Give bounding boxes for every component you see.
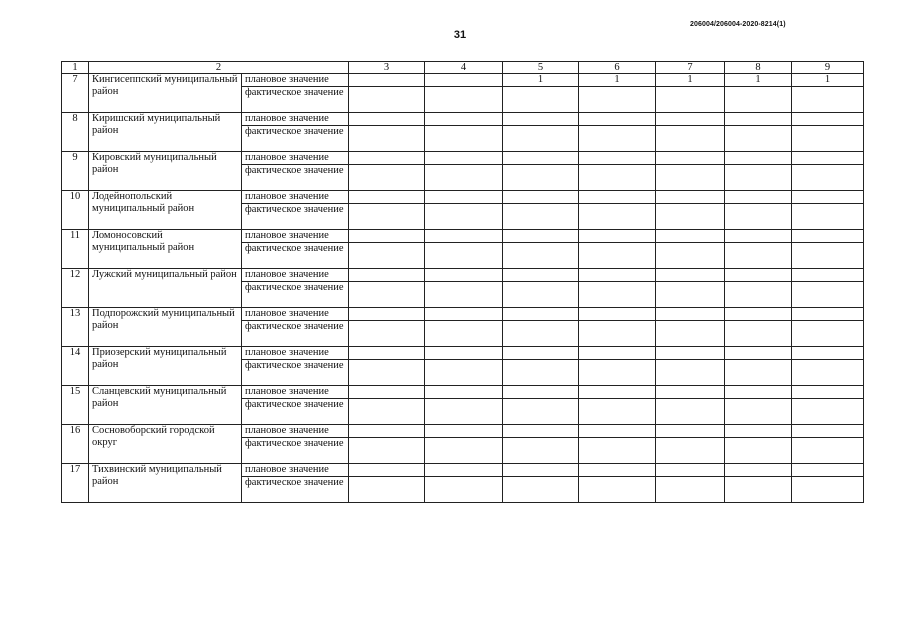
plan-value-cell [656, 464, 725, 477]
plan-value-cell [349, 464, 425, 477]
plan-value-cell [349, 230, 425, 243]
fact-value-cell [425, 477, 503, 503]
fact-value-cell [579, 165, 656, 191]
plan-value-cell [579, 386, 656, 399]
district-name: Приозерский муниципальный район [89, 347, 242, 386]
fact-value-cell [656, 204, 725, 230]
fact-value-cell [725, 243, 792, 269]
column-header: 8 [725, 62, 792, 74]
plan-value-cell [349, 74, 425, 87]
column-header: 4 [425, 62, 503, 74]
column-header: 9 [792, 62, 864, 74]
table-row [62, 347, 864, 360]
fact-value-cell [503, 360, 579, 386]
fact-value-cell [503, 165, 579, 191]
fact-value-cell [425, 321, 503, 347]
fact-value-cell [349, 321, 425, 347]
fact-value-cell [349, 438, 425, 464]
header-row [62, 62, 864, 74]
plan-value-cell [656, 386, 725, 399]
plan-value-cell [725, 464, 792, 477]
district-name: Лужский муниципальный район [89, 269, 242, 308]
plan-value-cell [656, 347, 725, 360]
plan-value-cell [725, 386, 792, 399]
fact-label: фактическое значение [242, 321, 349, 347]
fact-label: фактическое значение [242, 126, 349, 152]
fact-value-cell [656, 477, 725, 503]
fact-value-cell [425, 282, 503, 308]
table-row [62, 191, 864, 204]
fact-label: фактическое значение [242, 87, 349, 113]
fact-value-cell [725, 282, 792, 308]
plan-value-cell [503, 191, 579, 204]
fact-value-cell [656, 165, 725, 191]
plan-label: плановое значение [242, 386, 349, 399]
plan-value-cell [725, 191, 792, 204]
fact-value-cell [579, 282, 656, 308]
plan-value-cell [792, 386, 864, 399]
plan-value-cell [725, 269, 792, 282]
district-name: Сосновоборский городской округ [89, 425, 242, 464]
fact-value-cell [792, 438, 864, 464]
table-row [62, 230, 864, 243]
fact-value-cell [656, 243, 725, 269]
fact-value-cell [579, 243, 656, 269]
district-name: Сланцевский муниципальный район [89, 386, 242, 425]
fact-value-cell [725, 399, 792, 425]
table-row [62, 464, 864, 477]
fact-label: фактическое значение [242, 477, 349, 503]
row-number: 11 [62, 230, 89, 269]
plan-value-cell [349, 113, 425, 126]
plan-label: плановое значение [242, 425, 349, 438]
plan-value-cell [579, 191, 656, 204]
plan-value-cell [349, 191, 425, 204]
fact-value-cell [503, 399, 579, 425]
fact-value-cell [656, 438, 725, 464]
fact-label: фактическое значение [242, 438, 349, 464]
plan-value-cell [425, 347, 503, 360]
fact-value-cell [503, 243, 579, 269]
plan-value-cell [656, 191, 725, 204]
plan-value-cell [503, 464, 579, 477]
plan-value-cell [725, 347, 792, 360]
row-number: 15 [62, 386, 89, 425]
plan-value-cell [503, 269, 579, 282]
fact-value-cell [349, 243, 425, 269]
table-row [62, 425, 864, 438]
plan-label: плановое значение [242, 308, 349, 321]
plan-label: плановое значение [242, 230, 349, 243]
fact-value-cell [425, 165, 503, 191]
row-number: 7 [62, 74, 89, 113]
plan-value-cell [792, 425, 864, 438]
plan-value-cell: 1 [725, 74, 792, 87]
table-row [62, 74, 864, 87]
fact-value-cell [503, 438, 579, 464]
fact-value-cell [792, 360, 864, 386]
fact-value-cell [725, 204, 792, 230]
fact-label: фактическое значение [242, 399, 349, 425]
fact-value-cell [425, 87, 503, 113]
plan-value-cell [656, 425, 725, 438]
plan-label: плановое значение [242, 74, 349, 87]
plan-value-cell [725, 425, 792, 438]
plan-value-cell: 1 [579, 74, 656, 87]
plan-value-cell [579, 230, 656, 243]
fact-value-cell [656, 360, 725, 386]
fact-value-cell [656, 321, 725, 347]
fact-value-cell [792, 282, 864, 308]
plan-value-cell [725, 113, 792, 126]
fact-value-cell [579, 477, 656, 503]
plan-value-cell [503, 152, 579, 165]
plan-value-cell [579, 152, 656, 165]
fact-value-cell [349, 360, 425, 386]
fact-value-cell [503, 282, 579, 308]
table-row [62, 269, 864, 282]
plan-label: плановое значение [242, 191, 349, 204]
plan-label: плановое значение [242, 152, 349, 165]
plan-value-cell [425, 74, 503, 87]
fact-value-cell [503, 321, 579, 347]
plan-value-cell [725, 230, 792, 243]
fact-value-cell [656, 87, 725, 113]
plan-value-cell [503, 425, 579, 438]
fact-value-cell [725, 165, 792, 191]
fact-label: фактическое значение [242, 204, 349, 230]
fact-value-cell [425, 438, 503, 464]
row-number: 9 [62, 152, 89, 191]
fact-value-cell [725, 126, 792, 152]
fact-value-cell [792, 243, 864, 269]
fact-value-cell [725, 321, 792, 347]
table-row [62, 386, 864, 399]
fact-label: фактическое значение [242, 360, 349, 386]
plan-value-cell [725, 152, 792, 165]
fact-label: фактическое значение [242, 165, 349, 191]
fact-value-cell [792, 126, 864, 152]
data-table [61, 61, 864, 503]
fact-value-cell [425, 126, 503, 152]
plan-value-cell [503, 230, 579, 243]
fact-label: фактическое значение [242, 282, 349, 308]
plan-value-cell [425, 386, 503, 399]
fact-value-cell [579, 399, 656, 425]
plan-value-cell [503, 386, 579, 399]
fact-value-cell [349, 165, 425, 191]
column-header: 3 [349, 62, 425, 74]
row-number: 8 [62, 113, 89, 152]
plan-value-cell [425, 113, 503, 126]
fact-value-cell [579, 87, 656, 113]
district-name: Ломоносовский муниципальный район [89, 230, 242, 269]
district-name: Киришский муниципальный район [89, 113, 242, 152]
plan-value-cell [792, 464, 864, 477]
plan-value-cell [349, 425, 425, 438]
plan-value-cell [792, 230, 864, 243]
column-header: 1 [62, 62, 89, 74]
plan-value-cell [425, 269, 503, 282]
row-number: 17 [62, 464, 89, 503]
fact-value-cell [792, 165, 864, 191]
plan-value-cell [503, 113, 579, 126]
fact-value-cell [503, 204, 579, 230]
document-id: 206004/206004-2020-8214(1) [690, 21, 786, 28]
column-header: 6 [579, 62, 656, 74]
district-name: Лодейнопольский муниципальный район [89, 191, 242, 230]
plan-value-cell [725, 308, 792, 321]
plan-value-cell [656, 230, 725, 243]
table-row [62, 113, 864, 126]
table-body [62, 62, 864, 503]
column-header: 2 [89, 62, 349, 74]
fact-value-cell [725, 438, 792, 464]
table-row [62, 308, 864, 321]
fact-value-cell [349, 126, 425, 152]
fact-value-cell [503, 126, 579, 152]
plan-value-cell [656, 269, 725, 282]
fact-value-cell [792, 87, 864, 113]
fact-value-cell [579, 438, 656, 464]
table-row [62, 152, 864, 165]
plan-value-cell [425, 308, 503, 321]
plan-value-cell [579, 269, 656, 282]
fact-value-cell [349, 399, 425, 425]
plan-value-cell [425, 230, 503, 243]
plan-value-cell [792, 152, 864, 165]
plan-value-cell [349, 152, 425, 165]
fact-value-cell [349, 477, 425, 503]
fact-value-cell [579, 360, 656, 386]
fact-value-cell [792, 204, 864, 230]
fact-value-cell [349, 87, 425, 113]
plan-value-cell [579, 308, 656, 321]
fact-value-cell [725, 477, 792, 503]
fact-value-cell [725, 87, 792, 113]
fact-value-cell [349, 282, 425, 308]
fact-value-cell [579, 321, 656, 347]
plan-value-cell [503, 308, 579, 321]
plan-value-cell [349, 386, 425, 399]
plan-label: плановое значение [242, 113, 349, 126]
plan-label: плановое значение [242, 347, 349, 360]
page-number: 31 [453, 29, 467, 41]
plan-value-cell [792, 347, 864, 360]
district-name: Кировский муниципальный район [89, 152, 242, 191]
row-number: 16 [62, 425, 89, 464]
plan-value-cell [425, 425, 503, 438]
column-header: 7 [656, 62, 725, 74]
district-name: Тихвинский муниципальный район [89, 464, 242, 503]
plan-value-cell [656, 152, 725, 165]
plan-value-cell: 1 [656, 74, 725, 87]
row-number: 10 [62, 191, 89, 230]
plan-value-cell [792, 191, 864, 204]
plan-value-cell [656, 113, 725, 126]
plan-value-cell [425, 152, 503, 165]
fact-value-cell [425, 360, 503, 386]
plan-value-cell: 1 [792, 74, 864, 87]
fact-value-cell [349, 204, 425, 230]
plan-value-cell [503, 347, 579, 360]
plan-value-cell [349, 347, 425, 360]
plan-value-cell [579, 347, 656, 360]
district-name: Подпорожский муниципальный район [89, 308, 242, 347]
fact-value-cell [792, 399, 864, 425]
plan-value-cell [425, 191, 503, 204]
fact-label: фактическое значение [242, 243, 349, 269]
plan-value-cell [579, 113, 656, 126]
fact-value-cell [579, 204, 656, 230]
plan-value-cell [792, 308, 864, 321]
plan-label: плановое значение [242, 269, 349, 282]
plan-value-cell: 1 [503, 74, 579, 87]
fact-value-cell [656, 282, 725, 308]
column-header: 5 [503, 62, 579, 74]
plan-value-cell [425, 464, 503, 477]
fact-value-cell [503, 477, 579, 503]
fact-value-cell [425, 399, 503, 425]
plan-value-cell [349, 269, 425, 282]
plan-value-cell [579, 425, 656, 438]
fact-value-cell [425, 243, 503, 269]
plan-value-cell [349, 308, 425, 321]
fact-value-cell [579, 126, 656, 152]
plan-value-cell [579, 464, 656, 477]
fact-value-cell [792, 321, 864, 347]
district-name: Кингисеппский муниципальный район [89, 74, 242, 113]
row-number: 13 [62, 308, 89, 347]
fact-value-cell [792, 477, 864, 503]
fact-value-cell [503, 87, 579, 113]
fact-value-cell [656, 399, 725, 425]
plan-value-cell [792, 113, 864, 126]
fact-value-cell [725, 360, 792, 386]
fact-value-cell [656, 126, 725, 152]
plan-value-cell [792, 269, 864, 282]
fact-value-cell [425, 204, 503, 230]
row-number: 12 [62, 269, 89, 308]
plan-label: плановое значение [242, 464, 349, 477]
row-number: 14 [62, 347, 89, 386]
plan-value-cell [656, 308, 725, 321]
